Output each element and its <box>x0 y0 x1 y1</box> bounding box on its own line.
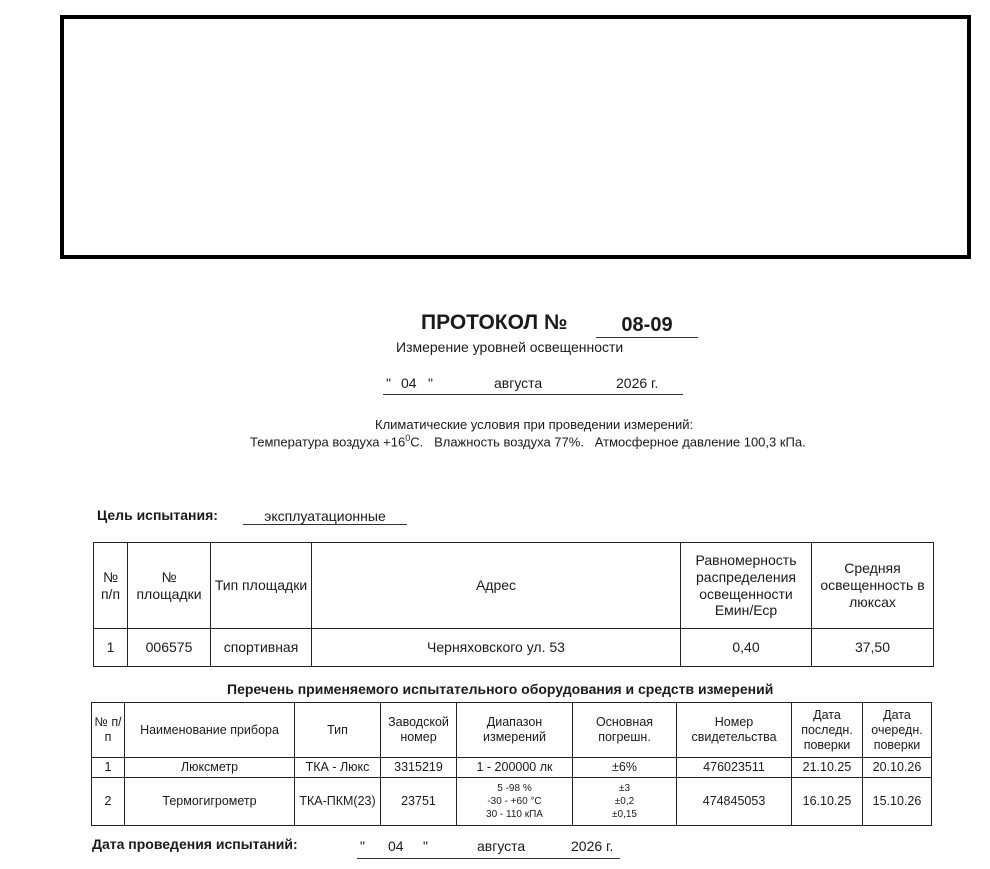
equipment-name: Термогигрометр <box>125 778 295 826</box>
equipment-next-check: 15.10.26 <box>863 778 932 826</box>
range-line: 30 - 110 кПА <box>486 809 543 820</box>
equipment-index: 1 <box>92 758 125 778</box>
protocol-subtitle: Измерение уровней освещенности <box>396 339 624 355</box>
temperature-text: Температура воздуха +16 <box>250 434 406 450</box>
redaction-box <box>60 15 971 259</box>
equipment-header-cell: Номер свидетельства <box>677 703 792 758</box>
test-date-quote-open: " <box>360 838 365 854</box>
equipment-error <box>573 778 677 826</box>
equipment-header-cell: Диапазон измерений <box>457 703 573 758</box>
protocol-title: ПРОТОКОЛ № <box>421 311 568 334</box>
date-day: 04 <box>401 375 417 391</box>
equipment-certificate: 476023511 <box>677 758 792 778</box>
range-line: 5 -98 % <box>497 783 532 794</box>
equipment-last-check: 16.10.25 <box>792 778 863 826</box>
date-quote-close: " <box>428 375 433 391</box>
climate-conditions <box>250 433 806 449</box>
table-row <box>94 629 934 667</box>
equipment-table <box>91 702 932 826</box>
equipment-title: Перечень применяемого испытательного оборудования и средств измерений <box>227 681 774 697</box>
date-month: августа <box>494 375 543 391</box>
equipment-header-cell: Заводской номер <box>381 703 457 758</box>
sites-header-cell: Равномерность распределения освещенности Емин/Еср <box>681 543 812 629</box>
equipment-last-check: 21.10.25 <box>792 758 863 778</box>
temperature-degree: 0 <box>405 433 411 443</box>
date-quote-open: " <box>386 375 391 391</box>
date-year: 2026 г. <box>616 375 659 391</box>
equipment-serial: 23751 <box>381 778 457 826</box>
equipment-range: 1 - 200000 лк <box>457 758 573 778</box>
equipment-type: ТКА - Люкс <box>295 758 381 778</box>
pressure-text: Атмосферное давление 100,3 кПа. <box>594 434 806 450</box>
equipment-range <box>457 778 573 826</box>
equipment-serial: 3315219 <box>381 758 457 778</box>
equipment-header-cell: Тип <box>295 703 381 758</box>
equipment-index: 2 <box>92 778 125 826</box>
site-number: 006575 <box>128 629 211 667</box>
equipment-header-cell: Основная погрешн. <box>573 703 677 758</box>
equipment-table-header-row <box>92 703 932 758</box>
error-line: ±0,2 <box>614 796 635 807</box>
error-line: ±0,15 <box>612 809 637 820</box>
sites-table <box>93 542 934 667</box>
sites-header-cell: Тип площадки <box>211 543 312 629</box>
equipment-name: Люксметр <box>125 758 295 778</box>
sites-header-cell: № п/п <box>94 543 128 629</box>
range-line: -30 - +60 °С <box>487 796 542 807</box>
sites-header-cell: Адрес <box>312 543 681 629</box>
climate-heading: Климатические условия при проведении измерений: <box>375 417 694 432</box>
site-avg-illuminance: 37,50 <box>812 629 934 667</box>
equipment-header-cell: Дата последн. поверки <box>792 703 863 758</box>
sites-header-cell: № площадки <box>128 543 211 629</box>
table-row <box>92 758 932 778</box>
test-date <box>357 838 620 859</box>
site-type: спортивная <box>211 629 312 667</box>
test-date-year: 2026 г. <box>571 838 614 854</box>
protocol-number: 08-09 <box>596 314 698 338</box>
error-line: ±3 <box>618 783 631 794</box>
temperature-unit: С. <box>410 434 424 450</box>
protocol-date <box>383 374 683 395</box>
equipment-certificate: 474845053 <box>677 778 792 826</box>
humidity-text: Влажность воздуха 77%. <box>434 434 584 450</box>
site-address: Черняховского ул. 53 <box>312 629 681 667</box>
equipment-error: ±6% <box>573 758 677 778</box>
test-date-day: 04 <box>388 838 404 854</box>
test-date-quote-close: " <box>423 838 428 854</box>
equipment-next-check: 20.10.26 <box>863 758 932 778</box>
equipment-header-cell: № п/п <box>92 703 125 758</box>
equipment-header-cell: Наименование прибора <box>125 703 295 758</box>
test-date-month: августа <box>477 838 526 854</box>
sites-table-header-row <box>94 543 934 629</box>
equipment-type: ТКА-ПКМ(23) <box>295 778 381 826</box>
goal-label: Цель испытания: <box>97 507 218 523</box>
equipment-header-cell: Дата очередн. поверки <box>863 703 932 758</box>
site-index: 1 <box>94 629 128 667</box>
goal-value: эксплуатационные <box>243 508 407 525</box>
test-date-label: Дата проведения испытаний: <box>92 836 298 852</box>
sites-header-cell: Средняя освещенность в люксах <box>812 543 934 629</box>
table-row <box>92 778 932 826</box>
site-uniformity: 0,40 <box>681 629 812 667</box>
